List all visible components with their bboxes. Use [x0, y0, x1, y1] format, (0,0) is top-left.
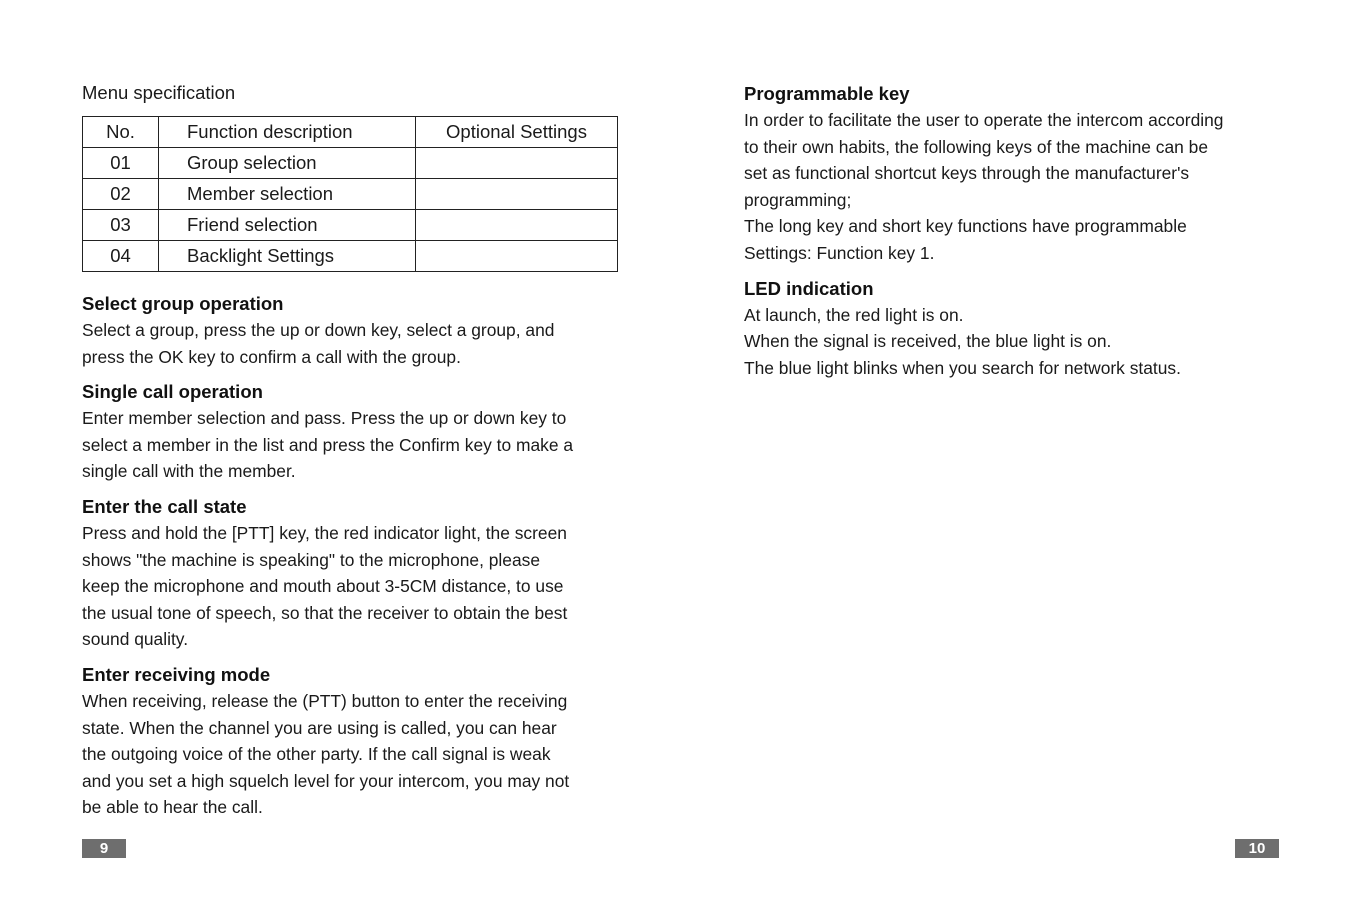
cell-optional-settings — [416, 241, 618, 272]
body-line: The long key and short key functions have programmable — [744, 216, 1187, 237]
cell-no: 02 — [83, 179, 159, 210]
section-body — [82, 520, 622, 653]
body-line: shows "the machine is speaking" to the microphone, please — [82, 549, 540, 570]
section-body — [82, 317, 622, 370]
cell-function: Backlight Settings — [159, 241, 416, 272]
body-line: Settings: Function key 1. — [744, 242, 935, 263]
body-line: In order to facilitate the user to operate the intercom according — [744, 110, 1224, 130]
column-header-function: Function description — [159, 117, 416, 148]
section-body — [82, 405, 622, 485]
body-line: When the signal is received, the blue light is on. — [744, 331, 1112, 352]
section-enter-receiving-mode — [82, 661, 622, 821]
left-sections — [82, 290, 622, 829]
section-heading: Single call operation — [82, 381, 263, 403]
section-heading: Enter receiving mode — [82, 663, 271, 685]
section-programmable-key — [744, 80, 1274, 267]
body-line: the outgoing voice of the other party. If the call signal is weak — [82, 744, 551, 765]
section-body — [744, 302, 1274, 382]
section-select-group-operation — [82, 290, 622, 370]
section-body — [744, 107, 1274, 267]
table-row — [83, 179, 618, 210]
body-line: programming; — [744, 189, 852, 210]
section-body — [82, 688, 622, 821]
cell-function: Member selection — [159, 179, 416, 210]
table-row — [83, 210, 618, 241]
body-line: Enter member selection and pass. Press the up or down key to — [82, 408, 567, 429]
section-enter-call-state — [82, 493, 622, 653]
body-line: At launch, the red light is on. — [744, 304, 964, 325]
body-line: set as functional shortcut keys through the manufacturer's — [744, 163, 1190, 184]
section-single-call-operation — [82, 378, 622, 485]
body-line: keep the microphone and mouth about 3-5CM distance, to use — [82, 576, 564, 597]
body-line: and you set a high squelch level for your intercom, you may not — [82, 770, 570, 791]
page-number-left: 9 — [82, 839, 126, 858]
table-row — [83, 148, 618, 179]
cell-function: Group selection — [159, 148, 416, 179]
column-header-optional-settings: Optional Settings — [416, 117, 618, 148]
cell-no: 04 — [83, 241, 159, 272]
body-line: the usual tone of speech, so that the receiver to obtain the best — [82, 602, 568, 623]
cell-optional-settings — [416, 148, 618, 179]
body-line: The blue light blinks when you search for network status. — [744, 357, 1181, 378]
cell-no: 03 — [83, 210, 159, 241]
cell-function: Friend selection — [159, 210, 416, 241]
section-heading: LED indication — [744, 277, 874, 299]
body-line: When receiving, release the (PTT) button to enter the receiving — [82, 690, 568, 711]
section-led-indication — [744, 275, 1274, 382]
cell-optional-settings — [416, 179, 618, 210]
body-line: sound quality. — [82, 629, 189, 650]
cell-optional-settings — [416, 210, 618, 241]
menu-specification-title: Menu specification — [82, 82, 236, 103]
section-heading: Select group operation — [82, 293, 284, 314]
cell-no: 01 — [83, 148, 159, 179]
body-line: to their own habits, the following keys of the machine can be — [744, 136, 1209, 157]
body-line: Press and hold the [PTT] key, the red indicator light, the screen — [82, 522, 567, 543]
table-header-row — [83, 117, 618, 148]
column-header-no: No. — [83, 117, 159, 148]
body-line: single call with the member. — [82, 461, 296, 482]
body-line: press the OK key to confirm a call with the group. — [82, 346, 461, 367]
table-row — [83, 241, 618, 272]
body-line: Select a group, press the up or down key, select a group, and — [82, 320, 555, 340]
body-line: be able to hear the call. — [82, 797, 263, 818]
right-sections — [744, 80, 1274, 389]
left-page — [82, 0, 622, 921]
section-heading: Enter the call state — [82, 495, 247, 517]
body-line: state. When the channel you are using is called, you can hear — [82, 717, 557, 738]
right-page — [744, 0, 1274, 921]
section-heading: Programmable key — [744, 83, 910, 104]
body-line: select a member in the list and press the Confirm key to make a — [82, 434, 574, 455]
page-number-right: 10 — [1235, 839, 1279, 858]
menu-specification-table — [82, 116, 618, 272]
